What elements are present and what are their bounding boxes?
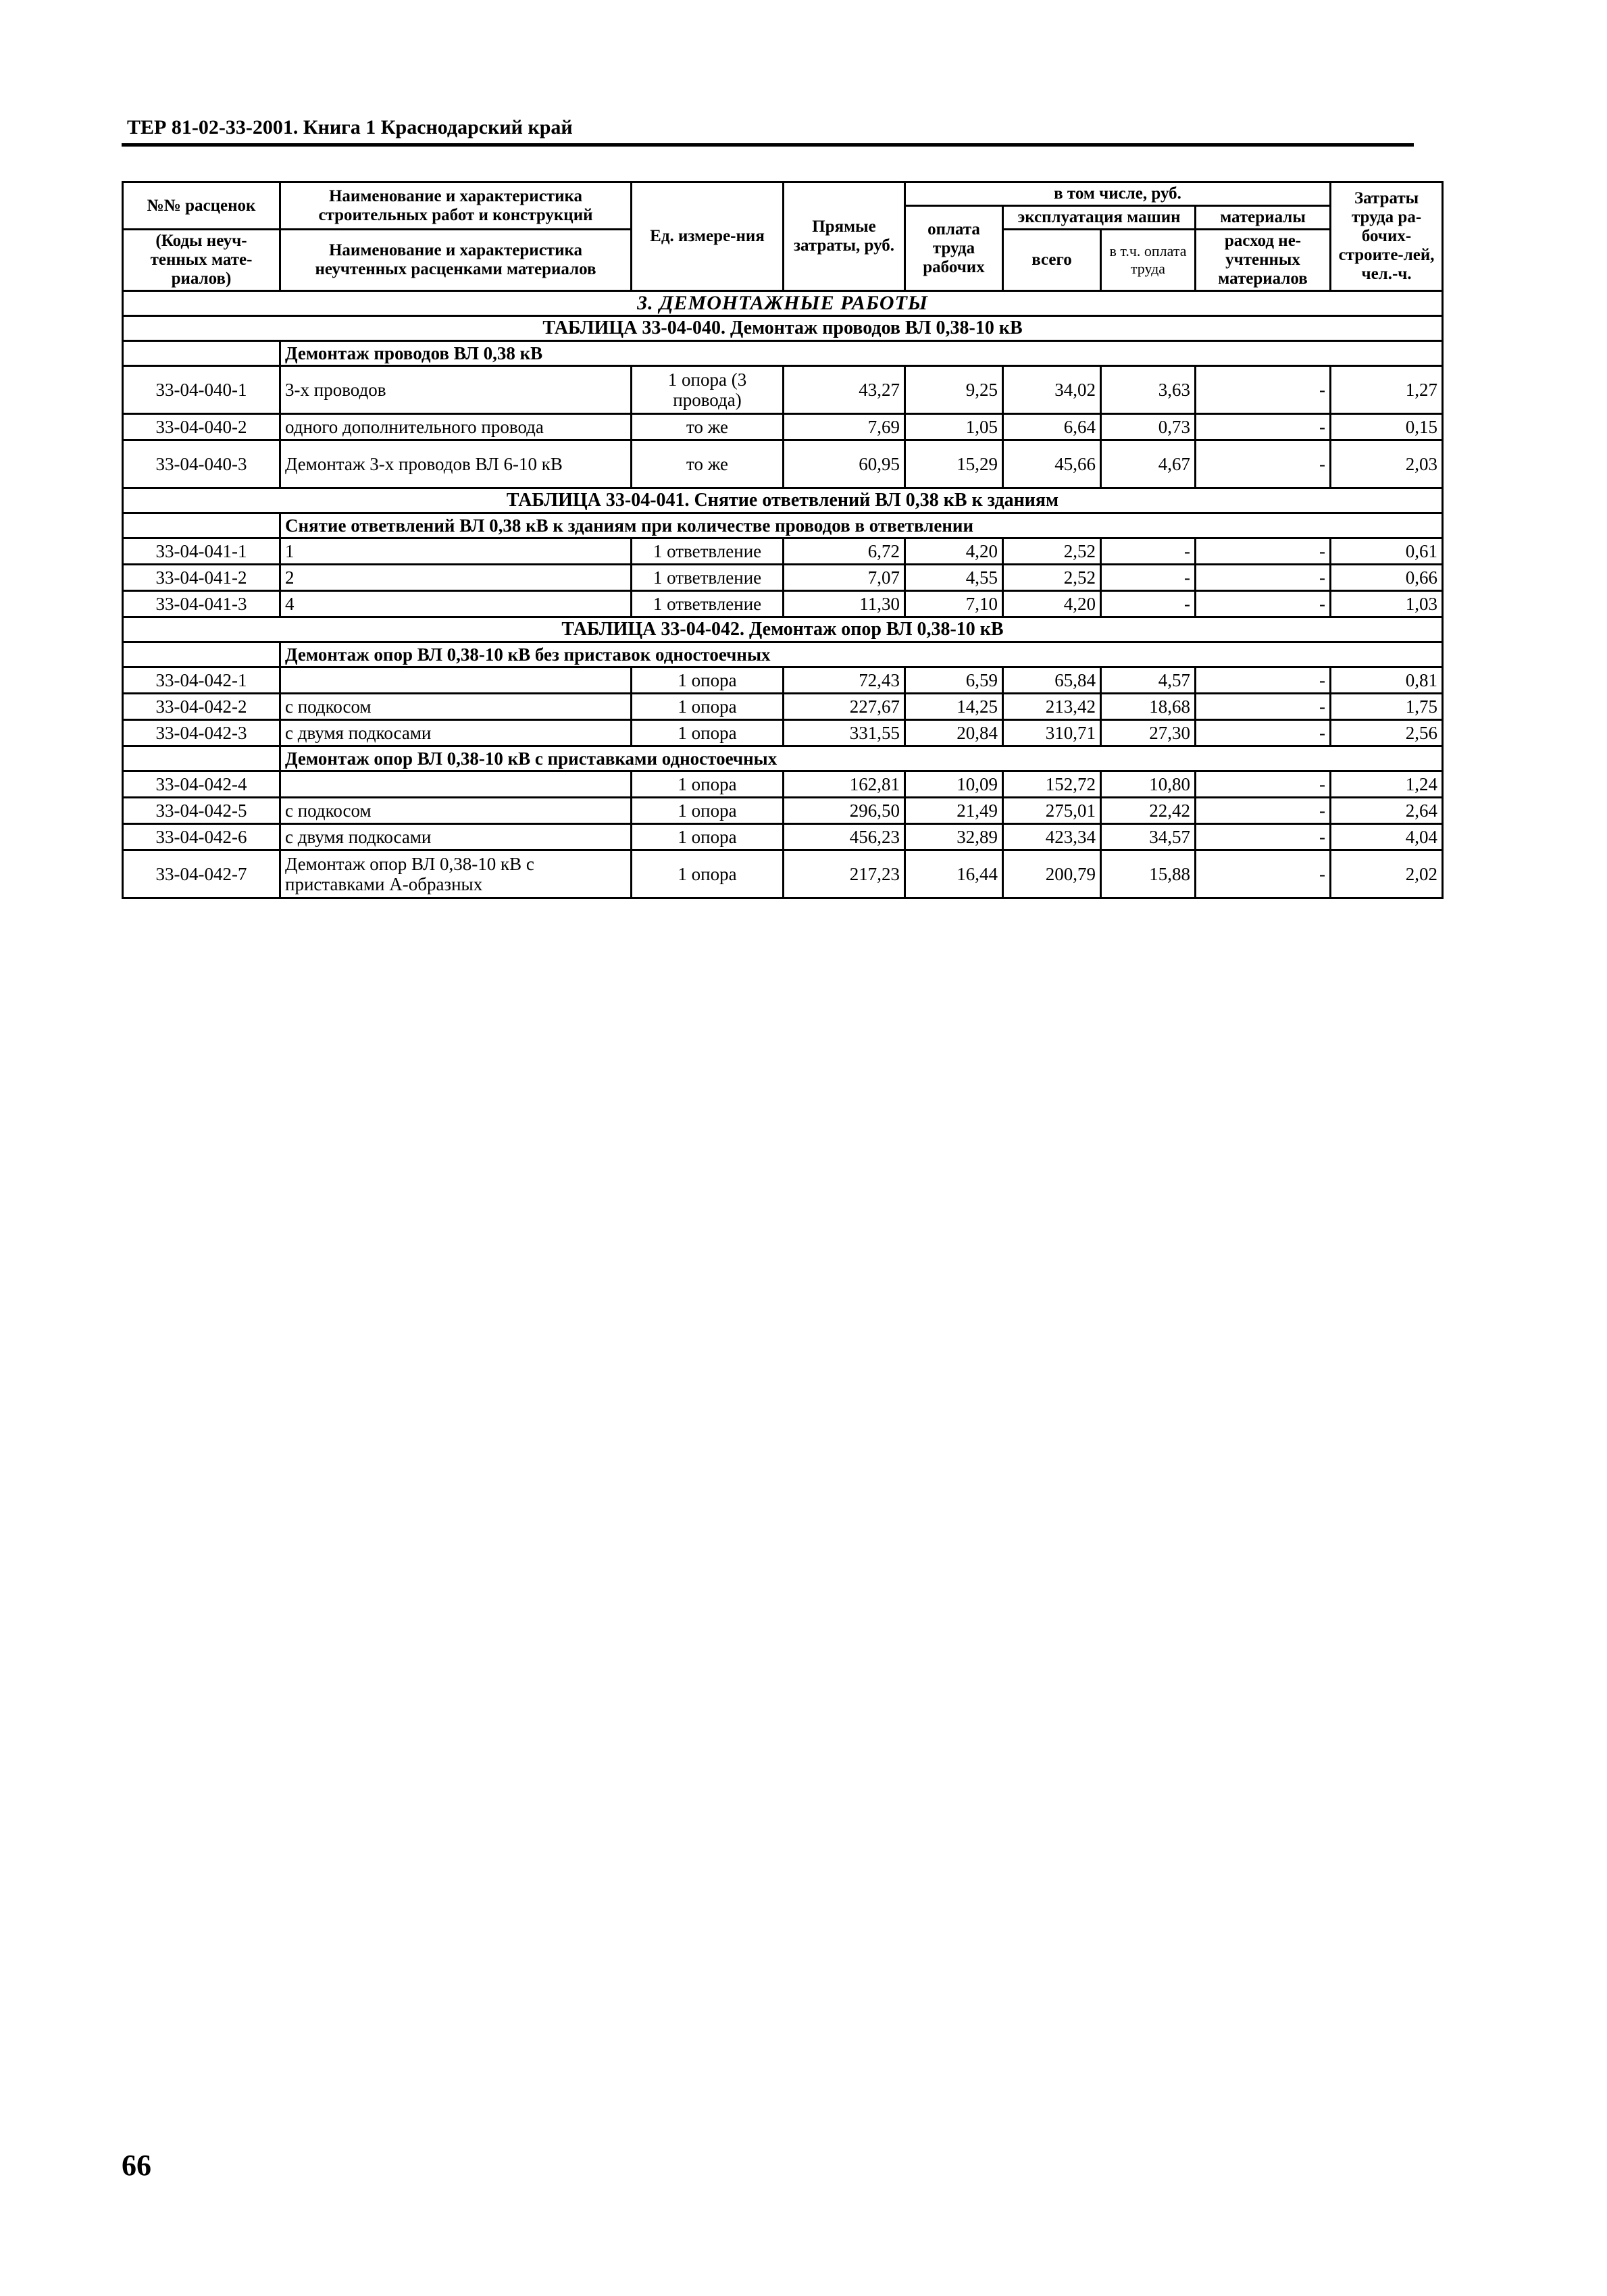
section-title: 3. ДЕМОНТАЖНЫЕ РАБОТЫ [123, 291, 1443, 316]
rate-code: 33-04-042-3 [123, 720, 280, 746]
table-row [123, 538, 1443, 565]
work-name: одного дополнительного провода [280, 414, 632, 440]
work-name: с двумя подкосами [280, 824, 632, 850]
col-materials-sub: расход не-учтенных материалов [1196, 230, 1331, 291]
table-row [123, 565, 1443, 591]
rate-code: 33-04-040-1 [123, 366, 280, 414]
materials: - [1196, 565, 1331, 591]
work-name [280, 771, 632, 798]
labor: 4,04 [1331, 824, 1443, 850]
unit: то же [632, 414, 784, 440]
direct-cost: 11,30 [784, 591, 905, 617]
table-row [123, 366, 1443, 414]
group-title: Демонтаж опор ВЛ 0,38-10 кВ без приставок одностоечных [280, 642, 1443, 667]
wages: 9,25 [905, 366, 1003, 414]
col-direct: Прямые затраты, руб. [784, 182, 905, 291]
wages: 14,25 [905, 694, 1003, 720]
machines-total: 200,79 [1003, 850, 1101, 898]
direct-cost: 7,07 [784, 565, 905, 591]
materials: - [1196, 591, 1331, 617]
machines-wages: - [1101, 591, 1196, 617]
page-number: 66 [122, 2149, 151, 2182]
labor: 2,02 [1331, 850, 1443, 898]
labor: 1,24 [1331, 771, 1443, 798]
table-title: ТАБЛИЦА 33-04-041. Снятие ответвлений ВЛ 0,38 кВ к зданиям [123, 488, 1443, 513]
unit: 1 опора [632, 720, 784, 746]
machines-wages: - [1101, 538, 1196, 565]
col-name-bottom: Наименование и характеристика неучтенных расценками материалов [280, 230, 632, 291]
wages: 1,05 [905, 414, 1003, 440]
work-name: с подкосом [280, 694, 632, 720]
table-row [123, 850, 1443, 898]
wages: 16,44 [905, 850, 1003, 898]
col-materials: материалы [1196, 206, 1331, 230]
labor: 0,15 [1331, 414, 1443, 440]
machines-total: 6,64 [1003, 414, 1101, 440]
materials: - [1196, 538, 1331, 565]
machines-wages: 10,80 [1101, 771, 1196, 798]
col-incl: в том числе, руб. [905, 182, 1331, 206]
materials: - [1196, 667, 1331, 694]
table-title: ТАБЛИЦА 33-04-040. Демонтаж проводов ВЛ 0,38-10 кВ [123, 316, 1443, 341]
wages: 4,55 [905, 565, 1003, 591]
direct-cost: 162,81 [784, 771, 905, 798]
labor: 2,56 [1331, 720, 1443, 746]
materials: - [1196, 440, 1331, 488]
col-machines-wages: в т.ч. оплата труда [1101, 230, 1196, 291]
col-code-bottom: (Коды неуч-тенных мате-риалов) [123, 230, 280, 291]
labor: 0,61 [1331, 538, 1443, 565]
work-name [280, 667, 632, 694]
wages: 4,20 [905, 538, 1003, 565]
rate-code: 33-04-042-4 [123, 771, 280, 798]
direct-cost: 456,23 [784, 824, 905, 850]
table-row [123, 591, 1443, 617]
materials: - [1196, 824, 1331, 850]
wages: 7,10 [905, 591, 1003, 617]
wages: 32,89 [905, 824, 1003, 850]
work-name: Демонтаж 3-х проводов ВЛ 6-10 кВ [280, 440, 632, 488]
machines-total: 45,66 [1003, 440, 1101, 488]
col-unit: Ед. измере-ния [632, 182, 784, 291]
work-name: Демонтаж опор ВЛ 0,38-10 кВ с приставками А-образных [280, 850, 632, 898]
wages: 6,59 [905, 667, 1003, 694]
wages: 20,84 [905, 720, 1003, 746]
machines-wages: 15,88 [1101, 850, 1196, 898]
machines-wages: 18,68 [1101, 694, 1196, 720]
direct-cost: 7,69 [784, 414, 905, 440]
unit: 1 ответвление [632, 565, 784, 591]
wages: 10,09 [905, 771, 1003, 798]
work-name: 2 [280, 565, 632, 591]
work-name: 3-х проводов [280, 366, 632, 414]
work-name: 4 [280, 591, 632, 617]
table-row [123, 824, 1443, 850]
labor: 2,64 [1331, 798, 1443, 824]
wages: 15,29 [905, 440, 1003, 488]
rate-code: 33-04-041-2 [123, 565, 280, 591]
machines-total: 423,34 [1003, 824, 1101, 850]
direct-cost: 227,67 [784, 694, 905, 720]
col-machines: эксплуатация машин [1003, 206, 1196, 230]
document-header: ТЕР 81-02-33-2001. Книга 1 Краснодарский край [127, 116, 573, 138]
table-row [123, 667, 1443, 694]
unit: 1 опора [632, 798, 784, 824]
group-title: Снятие ответвлений ВЛ 0,38 кВ к зданиям при количестве проводов в ответвлении [280, 513, 1443, 538]
machines-wages: 0,73 [1101, 414, 1196, 440]
col-code-top: №№ расценок [123, 182, 280, 230]
unit: 1 ответвление [632, 538, 784, 565]
unit: 1 опора [632, 771, 784, 798]
rate-code: 33-04-042-7 [123, 850, 280, 898]
col-name-top: Наименование и характеристика строительных работ и конструкций [280, 182, 632, 230]
table-title: ТАБЛИЦА 33-04-042. Демонтаж опор ВЛ 0,38-10 кВ [123, 617, 1443, 642]
table-row [123, 414, 1443, 440]
materials: - [1196, 771, 1331, 798]
unit: 1 опора [632, 824, 784, 850]
machines-wages: 4,67 [1101, 440, 1196, 488]
machines-total: 4,20 [1003, 591, 1101, 617]
table-row [123, 798, 1443, 824]
table-row [123, 720, 1443, 746]
materials: - [1196, 366, 1331, 414]
rate-code: 33-04-041-3 [123, 591, 280, 617]
header-rule [122, 143, 1414, 147]
rate-code: 33-04-042-1 [123, 667, 280, 694]
materials: - [1196, 694, 1331, 720]
direct-cost: 72,43 [784, 667, 905, 694]
header-row-1 [123, 182, 1443, 206]
work-name: с подкосом [280, 798, 632, 824]
wages: 21,49 [905, 798, 1003, 824]
materials: - [1196, 850, 1331, 898]
table-row [123, 694, 1443, 720]
unit: 1 опора [632, 694, 784, 720]
machines-total: 152,72 [1003, 771, 1101, 798]
rate-code: 33-04-041-1 [123, 538, 280, 565]
table-row [123, 440, 1443, 488]
direct-cost: 43,27 [784, 366, 905, 414]
unit: то же [632, 440, 784, 488]
machines-total: 2,52 [1003, 565, 1101, 591]
rates-table [122, 181, 1444, 899]
unit: 1 ответвление [632, 591, 784, 617]
group-title: Демонтаж проводов ВЛ 0,38 кВ [280, 341, 1443, 366]
direct-cost: 296,50 [784, 798, 905, 824]
direct-cost: 331,55 [784, 720, 905, 746]
direct-cost: 6,72 [784, 538, 905, 565]
unit: 1 опора [632, 667, 784, 694]
direct-cost: 60,95 [784, 440, 905, 488]
labor: 2,03 [1331, 440, 1443, 488]
group-title: Демонтаж опор ВЛ 0,38-10 кВ с приставками одностоечных [280, 746, 1443, 771]
labor: 1,75 [1331, 694, 1443, 720]
table-row [123, 771, 1443, 798]
labor: 0,81 [1331, 667, 1443, 694]
labor: 1,27 [1331, 366, 1443, 414]
direct-cost: 217,23 [784, 850, 905, 898]
machines-total: 310,71 [1003, 720, 1101, 746]
materials: - [1196, 720, 1331, 746]
machines-wages: 27,30 [1101, 720, 1196, 746]
machines-wages: 22,42 [1101, 798, 1196, 824]
machines-total: 213,42 [1003, 694, 1101, 720]
col-labor: Затраты труда ра-бочих-строите-лей, чел.-ч. [1331, 182, 1443, 291]
col-machines-total: всего [1003, 230, 1101, 291]
work-name: 1 [280, 538, 632, 565]
machines-total: 34,02 [1003, 366, 1101, 414]
machines-wages: 34,57 [1101, 824, 1196, 850]
rate-code: 33-04-042-2 [123, 694, 280, 720]
rate-code: 33-04-042-6 [123, 824, 280, 850]
materials: - [1196, 798, 1331, 824]
rate-code: 33-04-042-5 [123, 798, 280, 824]
labor: 0,66 [1331, 565, 1443, 591]
rate-code: 33-04-040-2 [123, 414, 280, 440]
machines-wages: 4,57 [1101, 667, 1196, 694]
machines-total: 275,01 [1003, 798, 1101, 824]
machines-wages: 3,63 [1101, 366, 1196, 414]
rate-code: 33-04-040-3 [123, 440, 280, 488]
machines-wages: - [1101, 565, 1196, 591]
work-name: с двумя подкосами [280, 720, 632, 746]
unit: 1 опора [632, 850, 784, 898]
machines-total: 2,52 [1003, 538, 1101, 565]
unit: 1 опора (3 провода) [632, 366, 784, 414]
machines-total: 65,84 [1003, 667, 1101, 694]
col-wages: оплата труда рабочих [905, 206, 1003, 291]
labor: 1,03 [1331, 591, 1443, 617]
materials: - [1196, 414, 1331, 440]
